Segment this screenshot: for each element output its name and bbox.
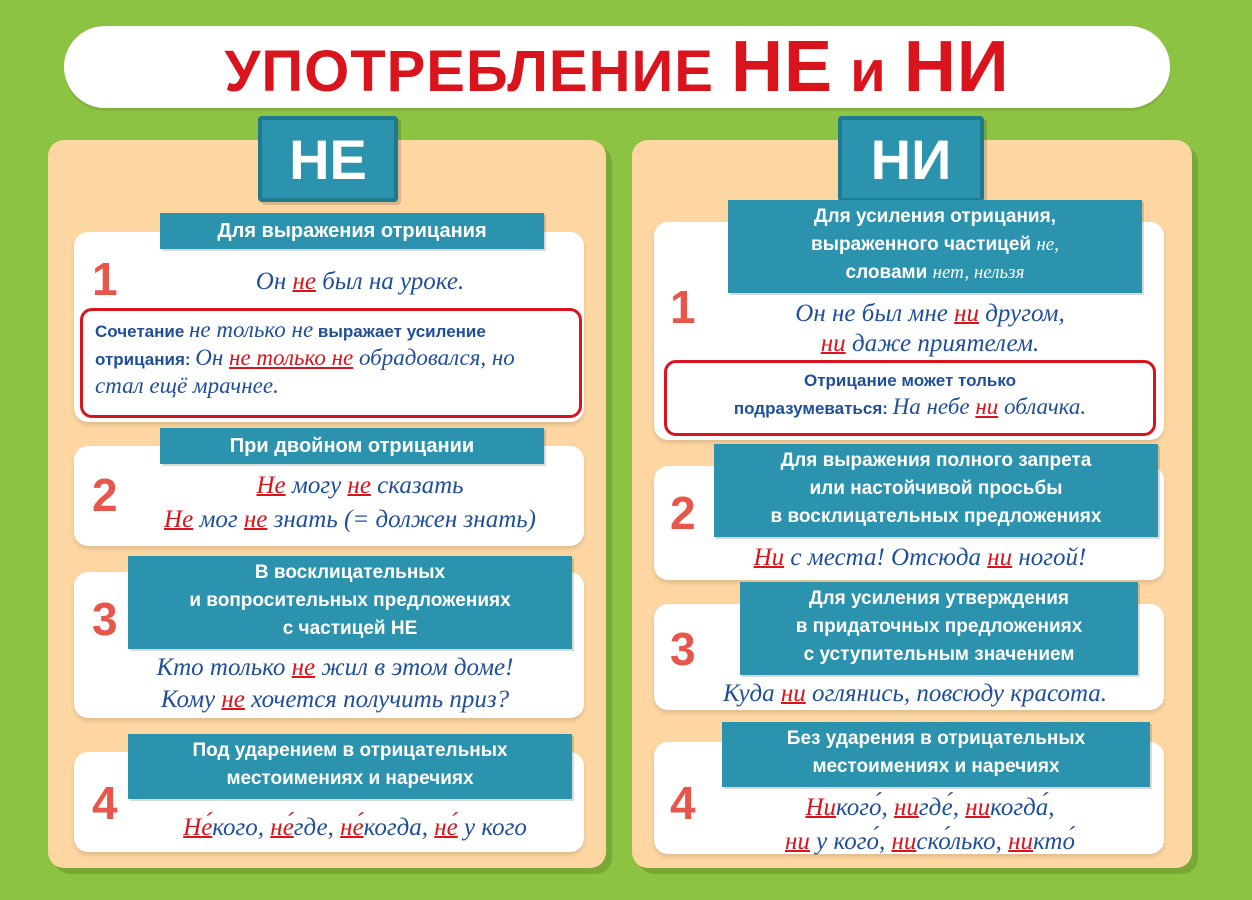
ni-rule-4-number: 4 bbox=[670, 777, 696, 829]
tab-ni: НИ bbox=[838, 116, 984, 202]
ni-rule-2-line-1: Ни с места! Отсюда ни ногой! bbox=[753, 544, 1087, 571]
ne-rule-2-line-2: Не мог не знать (= должен знать) bbox=[164, 506, 536, 533]
ni-rule-3-heading: Для усиления утверждения в придаточных предложениях с уступительным значением bbox=[740, 582, 1138, 675]
ne-rule-2-heading: При двойном отрицании bbox=[160, 428, 544, 464]
title-and: и bbox=[833, 39, 904, 104]
ni-rule-1-note: Отрицание может только подразумеваться: На небе ни облачка. bbox=[664, 360, 1156, 436]
page-title bbox=[224, 27, 1010, 107]
ni-rule-3-line-1: Куда ни оглянись, повсюду красота. bbox=[722, 680, 1108, 707]
title-part1: УПОТРЕБЛЕНИЕ bbox=[224, 39, 731, 104]
ni-rule-1-number: 1 bbox=[670, 281, 696, 333]
ne-rule-1-note: Сочетание не только не выражает усиление отрицания: Он не только не обрадовался, но стал ещё мрачнее. bbox=[80, 308, 582, 418]
ni-rule-2-heading: Для выражения полного запрета или настойчивой просьбы в восклицательных предложениях bbox=[714, 444, 1158, 537]
ne-rule-1-heading: Для выражения отрицания bbox=[160, 213, 544, 249]
ni-rule-1-line-2: ни даже приятелем. bbox=[820, 330, 1040, 357]
ni-rule-3-number: 3 bbox=[670, 623, 696, 675]
ni-rule-4-line-2: ни у кого́, ниско́лько, никто́ bbox=[785, 828, 1075, 855]
ni-rule-1-line-1: Он не был мне ни другом, bbox=[795, 300, 1065, 327]
ne-rule-3-heading: В восклицательных и вопросительных предложениях с частицей НЕ bbox=[128, 556, 572, 649]
ne-rule-4-words: Не́кого, не́где, не́когда, не́ у кого bbox=[183, 814, 527, 841]
ni-rule-4-heading: Без ударения в отрицательных местоимениях и наречиях bbox=[722, 722, 1150, 787]
ni-rule-4-line-1: Никого́, нигде́, никогда́, bbox=[805, 794, 1055, 821]
title-ni: НИ bbox=[903, 27, 1010, 107]
ni-rule-2-number: 2 bbox=[670, 487, 696, 539]
ne-rule-4-heading: Под ударением в отрицательных местоимениях и наречиях bbox=[128, 734, 572, 799]
ne-rule-3-line-1: Кто только не жил в этом доме! bbox=[156, 654, 514, 681]
title-ne: НЕ bbox=[731, 27, 834, 107]
ne-rule-1-example: Он не был на уроке. bbox=[255, 268, 465, 295]
title-bar bbox=[64, 26, 1170, 108]
ne-rule-2-line-1: Не могу не сказать bbox=[256, 472, 464, 499]
ne-rule-3-number: 3 bbox=[92, 593, 118, 645]
ne-rule-3-line-2: Кому не хочется получить приз? bbox=[160, 686, 510, 713]
ne-rule-4-number: 4 bbox=[92, 777, 118, 829]
tab-ne: НЕ bbox=[258, 116, 398, 202]
ni-rule-1-heading: Для усиления отрицания, выраженного частицей не, словами нет, нельзя bbox=[728, 200, 1142, 293]
ne-rule-2-number: 2 bbox=[92, 469, 118, 521]
ne-rule-1-number: 1 bbox=[92, 253, 118, 305]
